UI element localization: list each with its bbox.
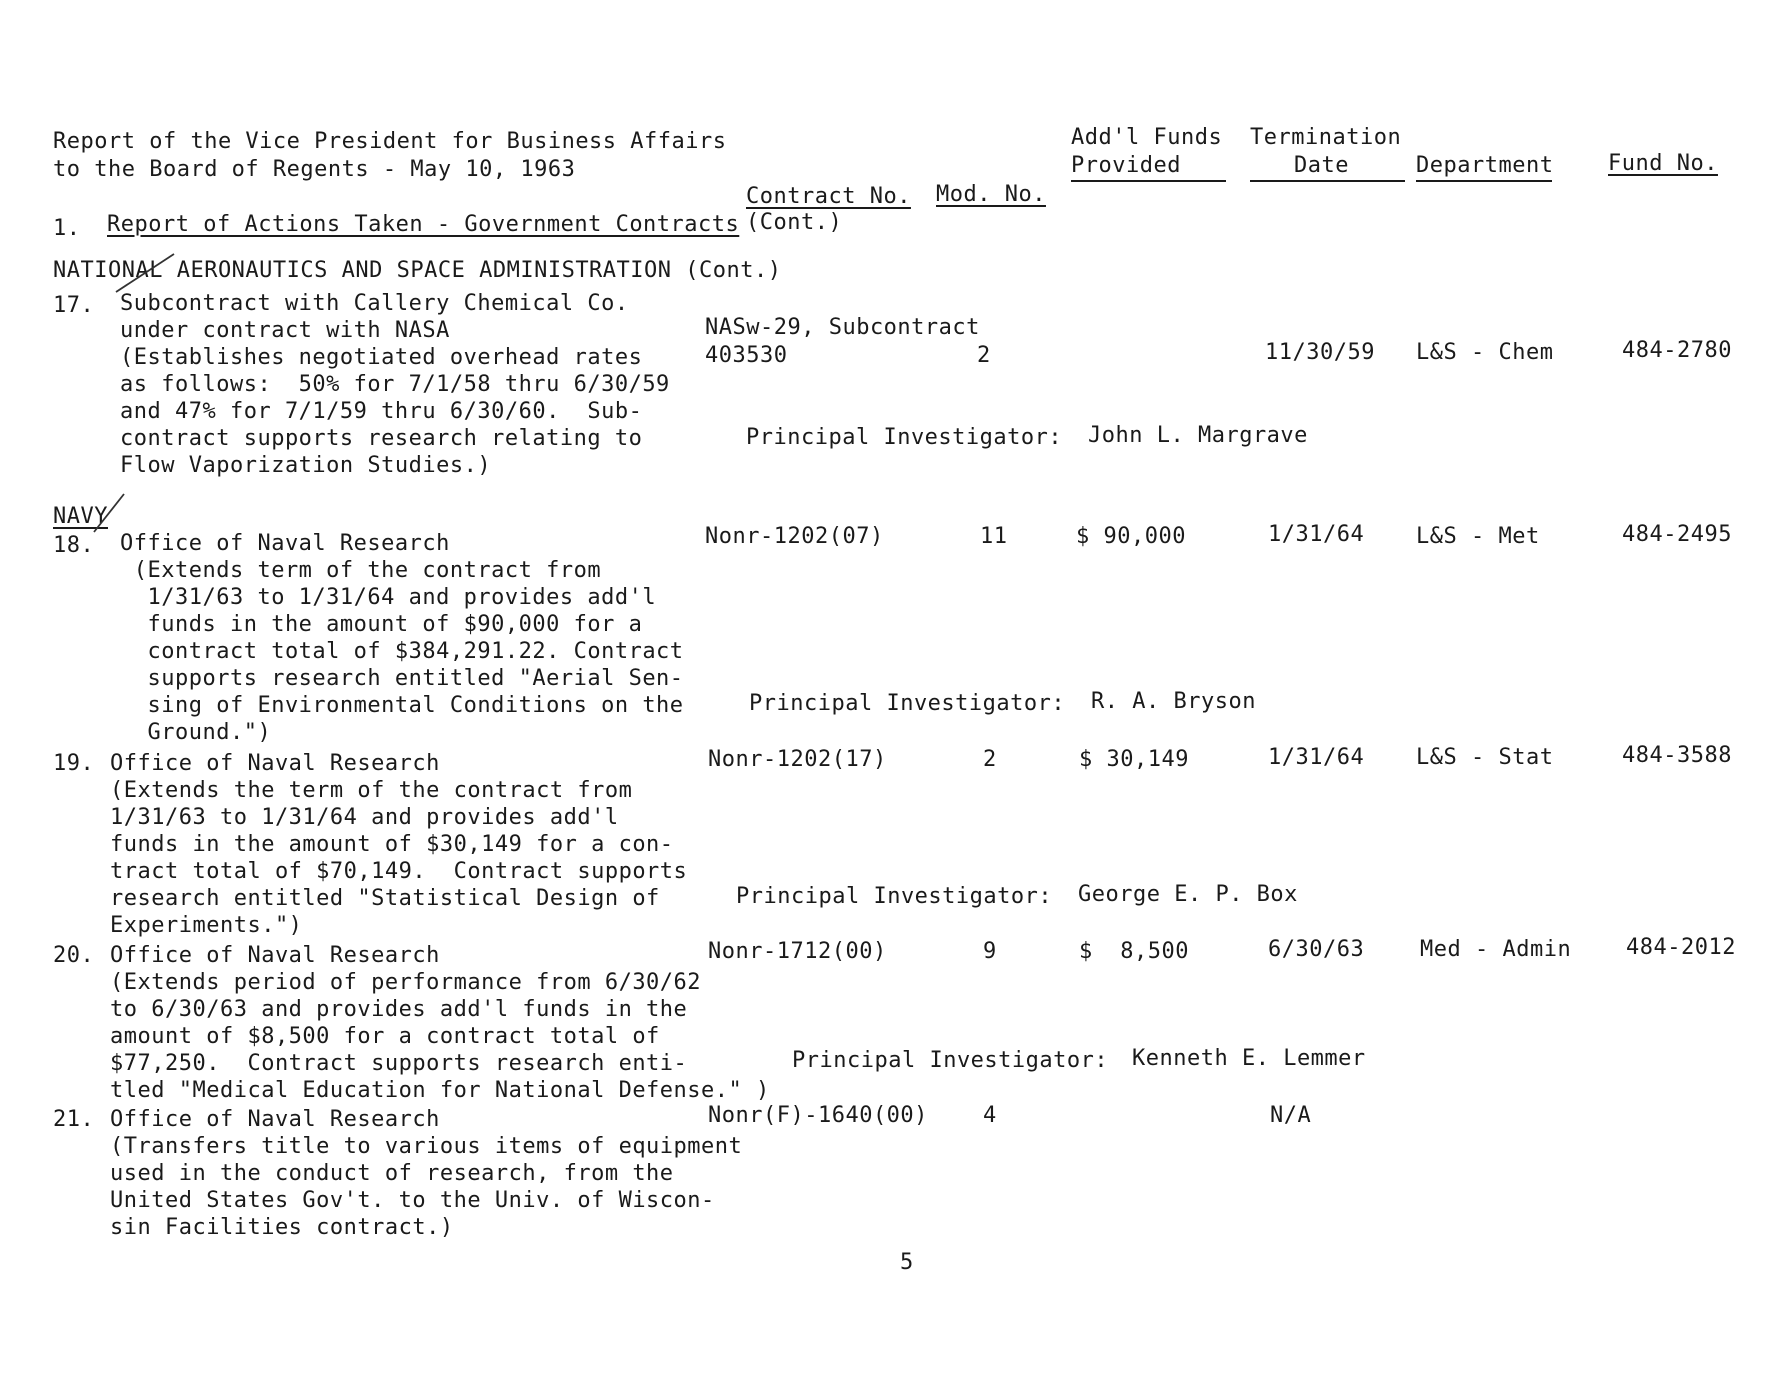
entry-17-termination: 11/30/59 <box>1265 340 1375 365</box>
entry-19-fund-no: 484-3588 <box>1622 743 1732 768</box>
col-department: Department <box>1416 153 1554 178</box>
entry-20-funds: $ 8,500 <box>1079 939 1189 964</box>
entry-21-number: 21. <box>53 1107 95 1132</box>
entry-18-description <box>120 530 684 746</box>
col-mod-no: Mod. No. <box>936 182 1046 207</box>
description-line: supports research entitled "Aerial Sen- <box>120 666 684 691</box>
entry-20-mod: 9 <box>983 939 997 964</box>
entry-20-description <box>110 942 770 1104</box>
entry-17-pi-label: Principal Investigator: <box>746 425 1063 450</box>
entry-18-funds: $ 90,000 <box>1076 524 1186 549</box>
description-line: 1/31/63 to 1/31/64 and provides add'l <box>120 585 657 610</box>
entry-20-number: 20. <box>53 943 95 968</box>
description-line: 1/31/63 to 1/31/64 and provides add'l <box>110 805 619 830</box>
description-line: tract total of $70,149. Contract supports <box>110 859 688 884</box>
entry-21-mod: 4 <box>983 1103 997 1128</box>
description-line: Ground.") <box>120 720 272 745</box>
description-line: (Extends the term of the contract from <box>110 778 633 803</box>
description-line: Office of Naval Research <box>110 943 440 968</box>
entry-21-description <box>110 1106 742 1241</box>
section-title: Report of Actions Taken - Government Contracts <box>107 212 740 237</box>
entry-17-number: 17. <box>53 293 95 318</box>
description-line: Flow Vaporization Studies.) <box>120 453 492 478</box>
entry-19-department: L&S - Stat <box>1416 745 1554 770</box>
description-line: contract total of $384,291.22. Contract <box>120 639 684 664</box>
description-line: (Establishes negotiated overhead rates <box>120 345 643 370</box>
entry-18-fund-no: 484-2495 <box>1622 522 1732 547</box>
col-termination-line-1: Termination <box>1250 125 1402 150</box>
entry-19-number: 19. <box>53 751 95 776</box>
entry-19-pi-name: George E. P. Box <box>1078 882 1298 907</box>
entry-18-pi-label: Principal Investigator: <box>749 691 1066 716</box>
description-line: Office of Naval Research <box>120 531 450 556</box>
description-line: Office of Naval Research <box>110 751 440 776</box>
description-line: Office of Naval Research <box>110 1107 440 1132</box>
description-line: (Extends period of performance from 6/30/62 <box>110 970 702 995</box>
description-line: (Extends term of the contract from <box>120 558 602 583</box>
description-line: funds in the amount of $90,000 for a <box>120 612 643 637</box>
entry-17-fund-no: 484-2780 <box>1622 338 1732 363</box>
description-line: as follows: 50% for 7/1/58 thru 6/30/59 <box>120 372 670 397</box>
entry-18-pi-name: R. A. Bryson <box>1091 689 1256 714</box>
description-line: Subcontract with Callery Chemical Co. <box>120 291 629 316</box>
entry-18-termination: 1/31/64 <box>1268 522 1365 547</box>
description-line: sin Facilities contract.) <box>110 1215 454 1240</box>
description-line: (Transfers title to various items of equipment <box>110 1134 743 1159</box>
check-mark-navy-icon <box>90 488 130 538</box>
description-line: United States Gov't. to the Univ. of Wiscon- <box>110 1188 715 1213</box>
col-funds-line-2: Provided <box>1071 153 1181 178</box>
col-funds-underline <box>1071 180 1226 182</box>
description-line: sing of Environmental Conditions on the <box>120 693 684 718</box>
agency-nasa: NATIONAL AERONAUTICS AND SPACE ADMINISTRATION (Cont.) <box>53 258 782 283</box>
description-line: $77,250. Contract supports research enti- <box>110 1051 688 1076</box>
col-funds-line-1: Add'l Funds <box>1071 125 1223 150</box>
agency-navy: NAVY <box>53 504 108 529</box>
col-department-underline <box>1416 180 1552 182</box>
entry-20-contract: Nonr-1712(00) <box>708 939 887 964</box>
entry-17-pi-name: John L. Margrave <box>1088 423 1308 448</box>
description-line: research entitled "Statistical Design of <box>110 886 660 911</box>
description-line: to 6/30/63 and provides add'l funds in the <box>110 997 688 1022</box>
entry-19-pi-label: Principal Investigator: <box>736 884 1053 909</box>
entry-17-department: L&S - Chem <box>1416 340 1554 365</box>
check-mark-nasa-icon <box>112 250 182 300</box>
entry-21-contract: Nonr(F)-1640(00) <box>708 1103 928 1128</box>
entry-17-mod: 2 <box>977 343 991 368</box>
entry-19-termination: 1/31/64 <box>1268 745 1365 770</box>
entry-20-department: Med - Admin <box>1420 937 1572 962</box>
entry-20-pi-name: Kenneth E. Lemmer <box>1132 1046 1366 1071</box>
entry-19-contract: Nonr-1202(17) <box>708 747 887 772</box>
description-line: and 47% for 7/1/59 thru 6/30/60. Sub- <box>120 399 643 424</box>
col-fund-no: Fund No. <box>1608 151 1718 176</box>
description-line: used in the conduct of research, from the <box>110 1161 674 1186</box>
col-contract-no: Contract No. <box>746 184 911 209</box>
entry-17-description <box>120 290 670 479</box>
entry-21-termination: N/A <box>1270 1103 1312 1128</box>
page-number: 5 <box>900 1250 914 1275</box>
description-line: contract supports research relating to <box>120 426 643 451</box>
entry-20-pi-label: Principal Investigator: <box>792 1048 1109 1073</box>
description-line: tled "Medical Education for National Defense." ) <box>110 1078 770 1103</box>
entry-20-fund-no: 484-2012 <box>1626 935 1736 960</box>
entry-18-contract: Nonr-1202(07) <box>705 524 884 549</box>
section-number: 1. <box>53 216 81 241</box>
entry-18-department: L&S - Met <box>1416 524 1540 549</box>
entry-18-number: 18. <box>53 533 95 558</box>
entry-19-description <box>110 750 687 939</box>
entry-19-mod: 2 <box>983 747 997 772</box>
col-termination-line-2: Date <box>1294 153 1349 178</box>
col-termination-underline <box>1250 180 1405 182</box>
entry-18-mod: 11 <box>980 524 1008 549</box>
report-title-line-1: Report of the Vice President for Business Affairs <box>53 129 727 154</box>
section-cont-label: (Cont.) <box>746 210 843 235</box>
description-line: funds in the amount of $30,149 for a con- <box>110 832 674 857</box>
entry-17-contract: NASw-29, Subcontract <box>705 315 980 340</box>
entry-19-funds: $ 30,149 <box>1079 747 1189 772</box>
description-line: under contract with NASA <box>120 318 450 343</box>
description-line: Experiments.") <box>110 913 303 938</box>
report-title-line-2: to the Board of Regents - May 10, 1963 <box>53 157 576 182</box>
description-line: amount of $8,500 for a contract total of <box>110 1024 660 1049</box>
entry-20-termination: 6/30/63 <box>1268 937 1365 962</box>
entry-17-contract-suffix: 403530 <box>705 343 788 368</box>
